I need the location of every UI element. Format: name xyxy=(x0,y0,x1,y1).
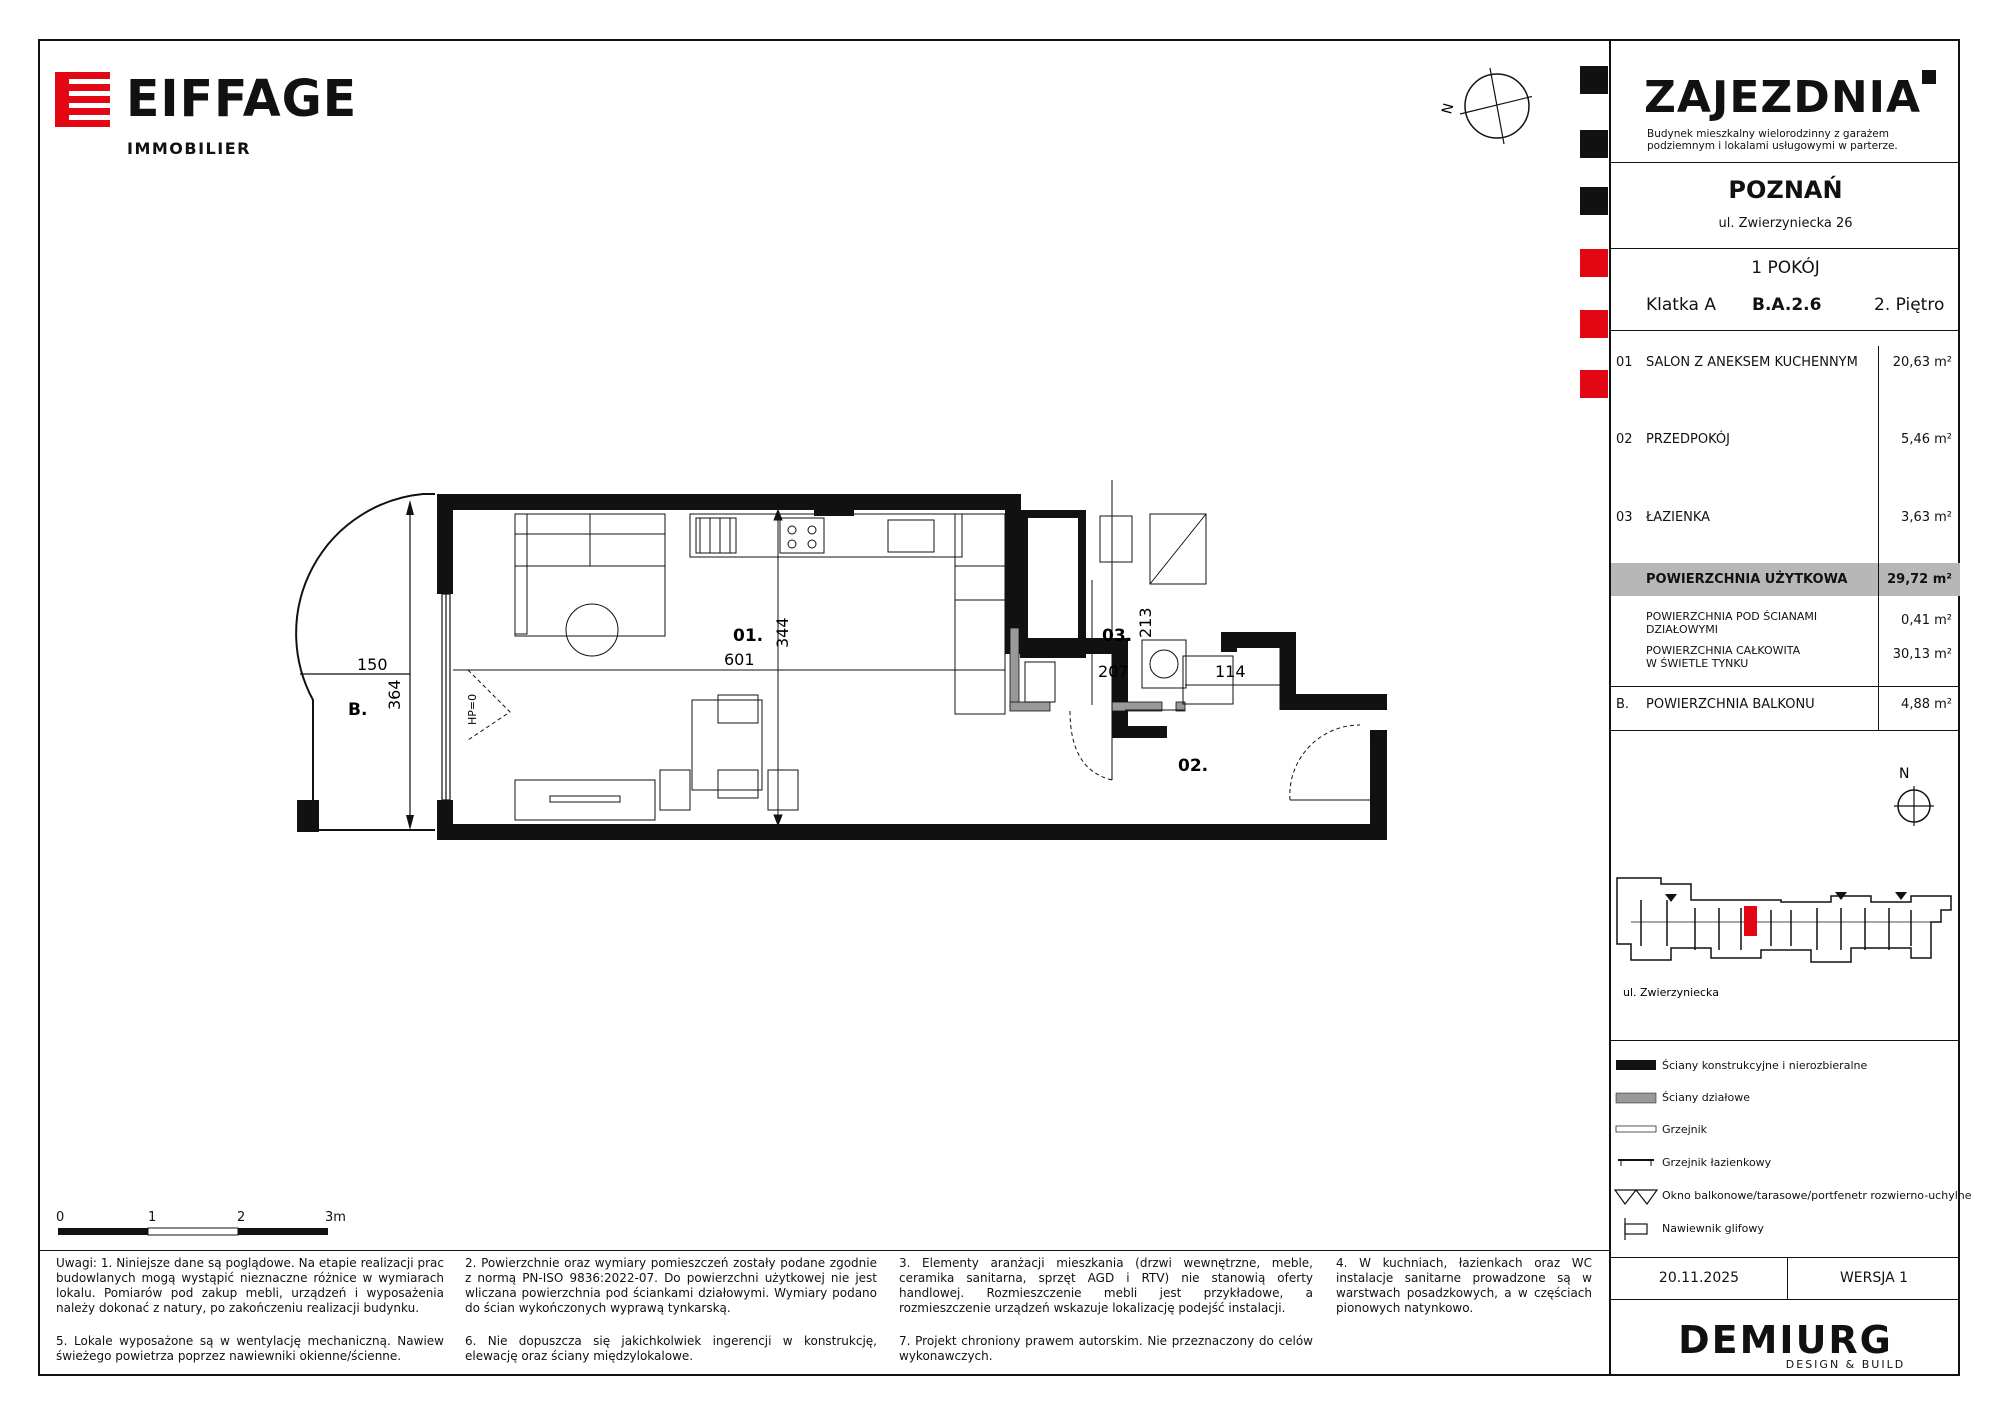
walls-area-label-2: DZIAŁOWYMI xyxy=(1646,623,1718,636)
area-row-value: 20,63 m² xyxy=(1892,355,1952,370)
scale-bar xyxy=(58,1226,328,1238)
scale-label: 1 xyxy=(148,1210,157,1225)
release-date: 20.11.2025 xyxy=(1658,1270,1740,1286)
compass-icon xyxy=(1432,66,1532,146)
marker-square-red xyxy=(1580,249,1608,277)
divider xyxy=(1611,162,1960,163)
walls-area-value: 0,41 m² xyxy=(1901,613,1952,628)
dim-364: 364 xyxy=(385,679,404,710)
balcony-label: B. xyxy=(348,700,368,720)
dim-150: 150 xyxy=(357,655,388,674)
legend-symbols xyxy=(1611,1050,1661,1250)
note-6: 6. Nie dopuszcza się jakichkolwiek ingerencji w konstrukcję, elewację oraz ściany międzylokalowe. xyxy=(465,1334,877,1363)
marker-square xyxy=(1580,130,1608,158)
note-7: 7. Projekt chroniony prawem autorskim. Nie przeznaczony do celów wykonawczych. xyxy=(899,1334,1313,1363)
dining-table xyxy=(515,695,798,820)
total-area-value: 30,13 m² xyxy=(1892,647,1952,662)
dim-213: 213 xyxy=(1136,607,1155,638)
street-address: ul. Zwierzyniecka 26 xyxy=(1718,216,1853,231)
note-3: 3. Elementy aranżacji mieszkania (drzwi wewnętrzne, meble, ceramika sanitarna, sprzęt AGD i RTV) nie stanowią oferty handlowej. Rozmieszczenie mebli jest przykładowe, a rozmieszczenie urządzeń wskazuje lokalizację podejść instalacji. xyxy=(899,1256,1313,1315)
keyplan-street: ul. Zwierzyniecka xyxy=(1623,986,1719,999)
floor-label: 2. Piętro xyxy=(1874,295,1945,315)
note-4: 4. W kuchniach, łazienkach oraz WC instalacje sanitarne prowadzone są w warstwach posadzkowych, a w częściach pionowych natynkowo. xyxy=(1336,1256,1592,1315)
divider xyxy=(1611,686,1960,687)
legend-label: Grzejnik xyxy=(1662,1123,1708,1136)
keyplan-north-label: N xyxy=(1899,766,1910,782)
compass-north-label: N xyxy=(1439,101,1458,116)
balcony-num: B. xyxy=(1616,697,1630,712)
brand-subname: IMMOBILIER xyxy=(127,139,251,158)
area-row-name: ŁAZIENKA xyxy=(1646,510,1711,525)
radiator-icon xyxy=(1616,1126,1656,1132)
balcony-window-icon xyxy=(1615,1190,1657,1204)
title-dot xyxy=(1922,70,1936,84)
scale-label: 3m xyxy=(325,1210,346,1225)
area-row-name: SALON Z ANEKSEM KUCHENNYM xyxy=(1646,355,1858,370)
divider xyxy=(1611,1040,1960,1041)
floor-plan xyxy=(280,480,1400,860)
legend-label: Okno balkonowe/tarasowe/portfenetr rozwierno-uchylne xyxy=(1662,1189,1972,1202)
area-row-num: 03 xyxy=(1616,510,1633,525)
area-row-num: 01 xyxy=(1616,355,1633,370)
legend-label: Ściany działowe xyxy=(1662,1091,1750,1104)
balcony-area-value: 4,88 m² xyxy=(1901,697,1952,712)
vent-icon xyxy=(1625,1218,1647,1240)
project-title: ZAJEZDNIA xyxy=(1644,72,1922,123)
kitchen xyxy=(690,514,1005,714)
bathroom-radiator-icon xyxy=(1618,1160,1654,1166)
keyplan-compass-icon xyxy=(1894,786,1934,826)
brand-name: EIFFAGE xyxy=(126,70,358,129)
wall-partition-icon xyxy=(1616,1093,1656,1103)
total-area-label-2: W ŚWIETLE TYNKU xyxy=(1646,657,1749,670)
version: WERSJA 1 xyxy=(1839,1270,1909,1286)
room-label-03: 03. xyxy=(1102,626,1133,646)
area-row-num: 02 xyxy=(1616,432,1633,447)
dim-114: 114 xyxy=(1215,662,1246,681)
total-area-label-1: POWIERZCHNIA CAŁKOWITA xyxy=(1646,644,1801,657)
wall-structural-icon xyxy=(1616,1060,1656,1070)
area-column-divider xyxy=(1878,346,1879,730)
sofa xyxy=(515,514,665,656)
legend-label: Ściany konstrukcyjne i nierozbieralne xyxy=(1662,1059,1868,1072)
area-row-value: 3,63 m² xyxy=(1901,510,1952,525)
dim-344: 344 xyxy=(773,617,792,648)
scale-label: 0 xyxy=(56,1210,65,1225)
room-label-02: 02. xyxy=(1178,756,1209,776)
divider xyxy=(1611,248,1960,249)
city: POZNAŃ xyxy=(1728,176,1843,204)
unit-code: B.A.2.6 xyxy=(1752,295,1822,315)
note-1: Uwagi: 1. Niniejsze dane są poglądowe. Na etapie realizacji prac budowlanych mogą wystąpić nieznaczne różnice w wymiarach lokalu. Pomiarów pod zakup mebli, urządzeń i wyposażenia należy dokonać z natury, po zakończeniu realizacji budynku. xyxy=(56,1256,444,1315)
legend-label: Nawiewnik glifowy xyxy=(1662,1222,1764,1235)
marker-square xyxy=(1580,66,1608,94)
dim-601: 601 xyxy=(724,650,755,669)
legend-label: Grzejnik łazienkowy xyxy=(1662,1156,1772,1169)
room-label-01: 01. xyxy=(733,626,764,646)
walls-area-label-1: POWIERZCHNIA POD ŚCIANAMI xyxy=(1646,610,1818,623)
window xyxy=(442,594,450,800)
scale-label: 2 xyxy=(237,1210,246,1225)
balcony-area-label: POWIERZCHNIA BALKONU xyxy=(1646,697,1815,712)
notes-divider xyxy=(38,1250,1610,1251)
area-row-value: 5,46 m² xyxy=(1901,432,1952,447)
stair-label: Klatka A xyxy=(1646,295,1716,315)
exterior-walls xyxy=(1221,632,1387,710)
divider xyxy=(1611,1299,1960,1300)
note-5: 5. Lokale wyposażone są w wentylację mechaniczną. Nawiew świeżego powietrza poprzez nawiewniki okienne/ścienne. xyxy=(56,1334,444,1363)
eiffage-logo-icon xyxy=(55,72,110,127)
marker-square-red xyxy=(1580,310,1608,338)
divider xyxy=(1611,730,1960,731)
note-2: 2. Powierzchnie oraz wymiary pomieszczeń zostały podane zgodnie z normą PN-ISO 9836:2022-07. Do powierzchni użytkowej nie jest wliczana powierzchnia pod ściankami działowymi. Wymiary podano do ścian wykończonych wyprawą tynkarską. xyxy=(465,1256,877,1315)
studio-tagline: DESIGN & BUILD xyxy=(1785,1358,1906,1371)
room-count: 1 POKÓJ xyxy=(1751,258,1820,278)
project-description: Budynek mieszkalny wielorodzinny z garażem podziemnym i lokalami usługowymi w parterze. xyxy=(1647,128,1898,152)
studio-logo: DEMIURG xyxy=(1678,1318,1893,1362)
area-row-name: PRZEDPOKÓJ xyxy=(1646,432,1730,447)
key-plan xyxy=(1611,750,1960,1010)
shaft xyxy=(1024,514,1082,654)
marker-square xyxy=(1580,187,1608,215)
usable-area-value: 29,72 m² xyxy=(1887,572,1952,587)
unit-location-marker xyxy=(1744,906,1757,936)
marker-square-red xyxy=(1580,370,1608,398)
dim-207: 207 xyxy=(1098,662,1129,681)
building-outline xyxy=(1617,878,1951,962)
hp-marker: HP=0 xyxy=(466,693,479,725)
divider xyxy=(1611,330,1960,331)
usable-area-label: POWIERZCHNIA UŻYTKOWA xyxy=(1646,572,1848,587)
